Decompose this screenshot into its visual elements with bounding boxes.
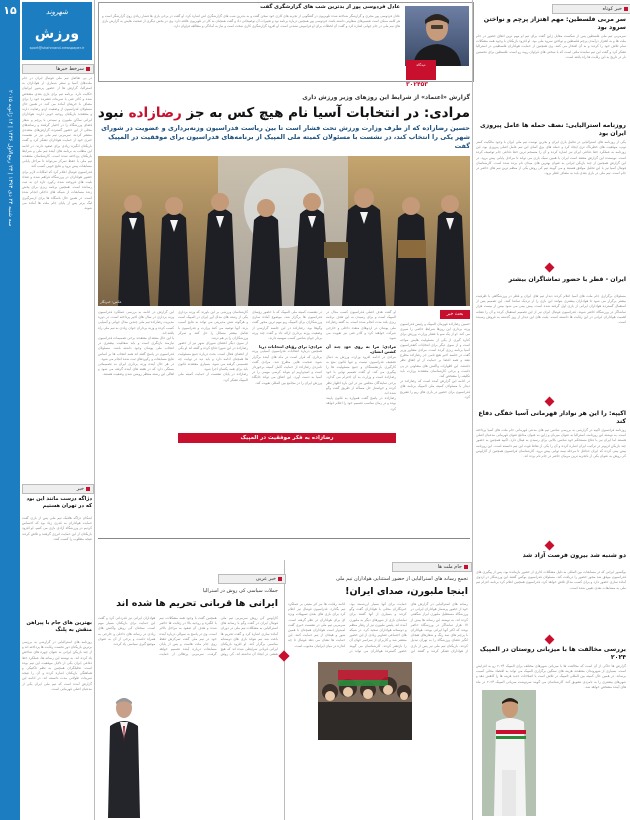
top-box-text: عادل فردوسی پور مجری و گزارشگر شناخته شده تلویزیون در گفتگویی از تجربه های کاری خود سخن گفت و به بدترین شب های گزارشگری اش اشاره کرد. او گفت در برخی بازی ها فشار زیادی روی گزارشگر است و هر کلمه ممکن است تفسیرهای متفاوتی داشته باشد. فردوسی پور همچنین درباره برنامه نود و تغییرات آن توضیحاتی داد و گفت همچنان به کار در تلویزیون علاقه دارد. وی در بخش دیگری از صحبت هایش به گزارش بازی های تیم ملی در جام جهانی اشاره کرد و گفت آن لحظات برای او فراموش نشدنی است. او افزود گزارشگری کاری سخت است و نیاز به آمادگی و مطالعه فراوان دارد. bbox=[102, 14, 400, 28]
right-head-5: دو شنبه شد بیرون فرصت آزاد شد bbox=[522, 552, 626, 559]
right-head-3: ایران - قطر با حضور تماشاگران بیشتر bbox=[508, 276, 626, 283]
left-column-text-3: روزنامه های استرالیایی در گزارشی به بررسی برترین بازیکنان دور نخست رقابت ها پرداخته اند و از چند بازیکن ایرانی به عنوان چهره های شاخص یاد کرده اند. به نوشته این رسانه ها، عملکرد خط دفاعی ایران یکی از دلایل موفقیت این تیم بوده است. تحلیلگران همچنین به نظم تاکتیکی و هماهنگی بازیکنان اشاره کرده و آن را نتیجه تمرینات طولانی مدت دانسته اند. در ادامه این گزارش آمده است که تیم ملی ایران یکی از مدعیان اصلی قهرمانی است. bbox=[22, 640, 92, 691]
red-diamond bbox=[545, 635, 555, 645]
headline-end: نبود bbox=[97, 105, 124, 121]
main-body-col-1: حسین رضازاده قهرمان المپیک و رئیس فدراسیون وزنه برداری این روزها شرایط خاصی را سپری می کند. او از یک سو با فشار وزارت ورزش برای کناره گیری از یکی از مسئولیت هایش مواجه است و از سوی دیگر برای انتخابات کنفدراسیون آسیا برنامه ریزی کرده است. مرادی مشاور وزیر گفت در جلسه اخیر هیچ نامی جز رضازاده مطرح نشد و همه اعضا بر حمایت از او اتفاق نظر داشتند. این اظهارات واکنش های متفاوتی در پی داشت و برخی کارشناسان معتقدند وزارت باید تکلیف را مشخص کند. در ادامه این گزارش آمده است که رضازاده در دیدار با مسئولان کمیته ملی المپیک برنامه های فدراسیون برای حضور در بازی های ریو را تشریح کرد. bbox=[400, 322, 470, 399]
red-tag: بحث خبر bbox=[440, 310, 470, 319]
main-body-col-3: در نشست کمیته ملی المپیک که با حضور رؤسای فدراسیون ها برگزار شد، موضوع آماده سازی ورزشکاران برای المپیک ریو مهم ترین محور گفت وگوها بود. رضازاده در این جلسه گزارشی از وضعیت وزنه برداری ارائه داد و گفت چند وزنه بردار جوان شانس کسب سهمیه دارند. مرادی: برای رؤیای انتخابات دریا همچنین درباره انتخابات فدراسیون آسیایی وزنه برداری که قرار است در ماه های آینده برگزار شود، صحبت هایی مطرح شد. مرادی گفت نامزدی رضازاده از حمایت کامل کمیته برخوردار است و امیدواریم او بتواند کرسی مهمی را در آسیا به دست آورد. این اتفاق می تواند جایگاه ورزش ایران را در مجامع بین المللی تقویت کند. bbox=[252, 310, 322, 385]
left-mid-headline: دژاگه درست مانند این بود که در تهران هستیم bbox=[26, 496, 92, 509]
bottom-left-headline: ایرانی ها قربانی تحریم ها شده اند bbox=[116, 598, 278, 609]
queiroz-photo bbox=[100, 692, 148, 818]
inset-head-bar: رضازاده به فکر موفقیت در المپیک bbox=[178, 433, 396, 443]
sub-head-1: مرادی: مرا به روی خود چند آن کشتن انشان. bbox=[326, 344, 396, 355]
right-head-1: سر مربی فلسطین: مهم اهتزاز پرچم و نواختن سرود بود bbox=[483, 16, 626, 31]
left-bottom-headline: بهترین های جام با پیراهن منقش به پلنگ bbox=[26, 620, 92, 633]
right-text-5: بوکسور ایرانی که در مسابقات بین المللی به دلیل مشکلات اداری از حضور بازمانده بود، پس از پیگیری های فدراسیون موفق شد مجوز حضور را دریافت کند. مسئولان فدراسیون بوکس گفتند این ورزشکار در اردوی آماده سازی حضور دارد و برای کسب مدال تلاش خواهد کرد. فدراسیون همچنین اعلام کرد برنامه اعزام تیم ملی به مسابقات بعدی تعیین شده است. bbox=[476, 570, 626, 590]
top-box-headline: عادل فردوسی پور از بدترین شب های گزارشگری گفت bbox=[260, 4, 400, 10]
bottom-left-section-head: خبر عربی bbox=[218, 574, 286, 584]
headline-red: رضازاده bbox=[128, 105, 182, 121]
red-diamond bbox=[545, 263, 555, 273]
headline-main: مرادی: در انتخابات آسیا نام هیچ کس به جز bbox=[186, 105, 470, 121]
right-head-4: اکیپه: را این هر نوادار قهرمانی آسیا خفگی دفاع کند bbox=[478, 410, 626, 425]
red-diamond bbox=[545, 397, 555, 407]
ferdowsipour-photo bbox=[405, 6, 469, 66]
right-text-4: روزنامه فرانسوی اکیپه در گزارشی به بررسی شانس تیم های مدعی قهرمانی جام ملت های آسیا پرداخته است. به نوشته این روزنامه، استرالیا به عنوان میزبان و ژاپن به عنوان مدافع عنوان قهرمانی مدعیان اصلی هستند اما ایران نیز با دفاع مستحکم خود شانس بالایی برای رسیدن به فینال دارد. اکیپه همچنین به حضور چند بازیکن لژیونر در ترکیب ایران اشاره کرده و آن را یکی از نقاط قوت این تیم دانسته است. این روزنامه پیش بینی کرده که ایران حداقل تا مرحله نیمه نهایی پیش برود. کارشناسان فرانسوی همچنین از کارلوس کی روش به عنوان یکی از باتجربه ترین مربیان حاضر در جام نام برده اند. bbox=[476, 428, 626, 459]
left-column-text-1: در پی تفاضل تیم ملی فوتبال ایران در جام ملت‌های آسیا و سفر شماری از هواداران به استرالیا، گزارش ها از حضور پرشور ایرانیان حکایت دارد. برنامه تیم برای بازی بعدی مشخص شده و کادر فنی با تمرینات فشرده خود را برای مصاف با حریفان آماده می کند. در همین حال مسئولان فدراسیون از وضعیت اردو رضایت دارند و معتقدند بازیکنان روحیه خوبی دارند. هواداران ایرانی ساکن ملبورن و سیدنی با پرچم و شعار فضای ورزشگاه را در اختیار گرفتند و رسانه‌های محلی از این حضور گسترده گزارش‌های متعددی منتشر کردند. سرمربی تیم ملی نیز در نشست خبری خود از حمایت هواداران تشکر کرد و گفت بازیکنان انگیزه زیادی برای صعود دارند. در ادامه این مطلب به برنامه های آینده تیم ملی و شرایط بازیکنان پرداخته شده است. کارشناسان معتقدند تیم ملی با حفظ تمرکز می‌تواند تا مراحل پایانی مسابقات پیش برود و نتایج خوبی کسب کند. فدراسیون فوتبال اعلام کرد که امکانات لازم برای حضور هواداران در ورزشگاه فراهم شده و تعداد بلیت های فروخته شده رکورد تازه ای به ثبت رسانده است. همچنین برنامه ریزی برای پخش زنده مسابقات از شبکه های داخلی انجام شده است. در همین حال باشگاه ها برای ازسرگیری لیگ برتر پس از پایان جام ملت ها آماده می شوند. bbox=[22, 76, 92, 211]
main-lead: حسین رضازاده که از طرف وزارت ورزش تحت فشار است تا بین ریاست فدراسیون وزنه‌برداری و عضویت در شورای شهر یکی را انتخاب کند، در نشست با مسئولان کمیته ملی المپیک از برنامه‌های فدراسیون برای موفقیت در المپیک گفت bbox=[101, 124, 470, 150]
bottom-center-section-head: جام ملت ها bbox=[392, 562, 472, 572]
right-head-2: روزنامه استرالیایی: نصف حمله ها عامل پیروزی ایران بود bbox=[479, 122, 626, 137]
section-email: sport@shahrvand-newspaper.ir bbox=[29, 46, 85, 50]
logo-text: شهروند bbox=[46, 8, 68, 16]
fans-photo bbox=[318, 662, 412, 740]
left-sub-head: خبر bbox=[22, 484, 94, 494]
sub-head-2: مرادی: برای رؤیای انتخابات دریا bbox=[259, 344, 322, 350]
badge-code: ۳۰۲۴۵۳ bbox=[406, 81, 428, 88]
bottom-center-text: رسانه های استرالیایی در گزارش های خود از حضور پرشمار هواداران ایرانی در ورزشگاه مستطیل ملبورن ابراز شگفتی کرده اند. به نوشته این رسانه ها بیش از ۱۷ هزار تماشاگر در ورزشگاه حاضر بودند که اکثر آنها ایرانی بودند. هواداران با پرچم های سه رنگ و شعارهای هیجان انگیز فضای ورزشگاه را به تهران تبدیل کردند. بازیکنان تیم ملی نیز پس از بازی از هواداران تشکر کردند و گفتند این حمایت برای آنها بسیار ارزشمند بود. خبرنگاران محلی با هواداران گفت وگو کردند و بسیاری از آنها گفتند برای تماشای بازی از شهرهای دیگر به ملبورن آمده اند. پلیس ملبورن نیز از رفتار منظم و دوستانه هواداران تمجید کرد. در شبکه های اجتماعی تصاویر زیادی از این حضور منتشر شد و کاربران از سراسر جهان آن را بازنشر کردند. کارشناسان می گویند حضور گسترده هواداران می تواند در ادامه رقابت ها نیز اثر مثبتی بر عملکرد تیم بگذارد. فدراسیون فوتبال نیز اعلام کرد برای بازی های بعدی تسهیلات ویژه ای برای هواداران در نظر گرفته است. سرمربی تیم ملی در نشست خبری گفت امیدوار است هواداران همچنان با همین شور و هیجان از تیم حمایت کنند. این حمایت ها نشان می دهد فوتبال تا چه اندازه در میان ایرانیان محبوب است. bbox=[288, 602, 468, 653]
main-kicker: گزارش «اعتماد» از شرایط این روزهای وزیر ورزش داری bbox=[302, 94, 470, 101]
right-text-2: یکی از روزنامه های استرالیایی در تحلیل بازی ایران و بحرین نوشت تیم ملی ایران با وجود مالکیت کمتر توپ، موقعیت های خطرناک تری ایجاد کرد و حمله های برق آسای این تیم عامل اصلی پیروزی بود. این روزنامه به عملکرد خط دفاعی ایران نیز اشاره کرده و آن را منسجم ترین خط دفاعی جام توصیف کرده است. نویسنده این گزارش معتقد است ایران با همین سبک بازی می تواند تا مراحل پایانی پیش برود. در این گزارش همچنین از چند بازیکن ایرانی به عنوان بهترین های میدان نام برده شده است. کارشناسان فوتبال آسیا نیز با این تحلیل موافق هستند و می گویند تیم کی روش یکی از منظم ترین تیم های حاضر در جام است. تیم ملی در بازی بعدی باید به مصاف قطر برود. bbox=[476, 140, 626, 176]
red-diamond bbox=[545, 541, 555, 551]
right-section-head: خبر کوتاه bbox=[552, 4, 630, 14]
section-word: ورزش bbox=[34, 26, 80, 42]
section-logo-box bbox=[22, 2, 92, 60]
player-photo bbox=[482, 690, 536, 816]
main-body-col-5: این گزارش در ادامه به بررسی عملکرد فدراسیون وزنه برداری در سال های اخیر پرداخته است. در دوره مدیریت رضازاده تیم ملی چندین مدال جهانی و آسیایی کسب کرده و وزنه برداران جوان زیادی به تیم ملی راه یافته اند. با این حال منتقدان معتقدند برخی تصمیمات فدراسیون نیازمند بازنگری است و باید شفافیت بیشتری در انتخاب ملی پوشان وجود داشته باشد. مسئولان فدراسیون در پاسخ گفته اند همه انتخاب ها بر اساس نتایج مسابقات و رکوردهای ثبت شده انجام می شود. در هر حال آینده وزنه برداری ایران به تصمیماتی بستگی دارد که در هفته های آینده گرفته می شود و اهالی این رشته منتظر روشن شدن وضعیت هستند. bbox=[98, 310, 174, 377]
left-column-text-2: اشکان دژاگه هافبک تیم ملی پس از بازی گفت حمایت هواداران به قدری زیاد بود که احساس کردیم در ورزشگاه آزادی بازی می کنیم. او افزود بازیکنان از این حمایت انرژی گرفتند و تلاش کردند نتیجه مطلوب را کسب کنند. bbox=[22, 516, 92, 541]
bottom-left-kicker: جملات سیاسی کی روش در استرالیا bbox=[202, 588, 278, 594]
right-text-3: مسئولان برگزاری جام ملت های آسیا اعلام کردند دیدار تیم های ایران و قطر در ورزشگاهی با ظرفیت بیشتر برگزار می شود تا هواداران بیشتری بتوانند این بازی را از نزدیک تماشا کنند. این تصمیم پس از استقبال گسترده هواداران ایرانی از بازی اول گرفته شده است. پیش بینی می شود بیش از بیست هزار تماشاگر در ورزشگاه حاضر شوند. فدراسیون فوتبال ایران نیز از این تصمیم استقبال کرده و آن را نشانه اهمیت هواداران ایرانی در این رقابت ها دانسته است. بلیت های این دیدار از روز گذشته به فروش رسیده است. bbox=[476, 294, 626, 325]
main-body-col-2: او گفت هدف اصلی فدراسیون کسب مدال در المپیک است و برای رسیدن به این هدف برنامه ریزی بلند مدت انجام شده است. به گفته رضازاده ملی پوشان در اردوهای متعدد داخلی و خارجی شرکت خواهند کرد و کادر فنی نیز تقویت می شود. مرادی: مرا به روی خود چند آن کشتن انشان. مرادی در ادامه افزود وزارت ورزش به دنبال تضعیف فدراسیون نیست و تنها قانون منع به کارگیری بازنشستگان و جمع مسئولیت ها را پیگیری می کند. او گفت تصمیم نهایی با خود رضازاده است و وزارت به آن احترام می گذارد. برخی نمایندگان مجلس نیز در این باره اظهار نظر کرده و خواستار حل مسأله از طریق گفت وگو شده اند. رضازاده در پاسخ گفت همواره به قانون پایبند بوده و در زمان مناسب تصمیم خود را اعلام خواهد کرد. bbox=[326, 310, 396, 411]
right-text-1: سرمربی تیم ملی فلسطین پس از شکست مقابل ژاپن گفت برای تیم او مهم ترین اتفاق حضور در جام ملت ها و به اهتزاز درآمدن پرچم فلسطین و نواختن سرود ملی بود. او افزود بازیکنان با وجود همه مشکلات تمام تلاش خود را کردند و به آن افتخار می کنند. وی همچنین از حمایت هواداران فلسطینی در استرالیا تشکر کرد و گفت این تیم نماینده ملتی است که با سختی های فراوان روبه رو است. فلسطین برای نخستین بار در تاریخ به این رقابت ها راه یافته است. bbox=[476, 34, 626, 59]
photo-credit: عکس: خبرنگار bbox=[100, 300, 122, 304]
bottom-center-headline: اینجا ملبورن، صدای ایران! bbox=[345, 586, 468, 597]
badge-red: دیدگاه bbox=[406, 60, 436, 80]
main-story-bottom-rule bbox=[98, 538, 470, 539]
main-photo bbox=[98, 156, 470, 306]
main-body-col-4: کارشناسان ورزشی بر این باورند که وزنه برداری یکی از رشته های مدال آور ایران در المپیک است و هرگونه تنش مدیریتی می تواند به نتایج آسیب بزند. آنها توصیه می کنند وزارت و فدراسیون با تعامل بیشتر مسائل را حل کنند و تمرکز ورزشکاران را بر هم نزنند. از سوی دیگر اعضای شورای شهر نیز از حضور رضازاده در این شورا دفاع کرده و گفته اند او یکی از اعضای فعال است. بحث درباره جمع مسئولیت ها همچنان ادامه دارد و باید دید در نهایت چه تصمیمی گرفته می شود. بسیاری معتقدند قانون باید برای همه یکسان اجرا شود. رضازاده در پایان نشست از حمایت کمیته ملی المپیک تشکر کرد. bbox=[178, 310, 248, 382]
main-headline bbox=[98, 104, 470, 122]
date-line: سه شنبه ۲۴ دی ۱۳۹۳ | ۲۳ ربیع‌الاول ۱۴۳۶ | ۱۴ ژانویه ۲۰۱۵ bbox=[7, 90, 13, 227]
right-head-6: بررسی مخالفت ها با میزبانی روستان در المپیک ۲۰۲۴ bbox=[479, 646, 626, 661]
divider bbox=[472, 0, 473, 820]
divider bbox=[284, 560, 285, 820]
bottom-center-kicker: تجمع رسانه های استرالیایی از حضور استثنایی هواداران تیم ملی bbox=[336, 576, 468, 582]
left-section-head: سرخط خبرها bbox=[22, 64, 94, 74]
page-number: ۱۵ bbox=[3, 4, 17, 17]
bottom-left-text: کارلوس کی روش سرمربی تیم ملی فوتبال ایران در گفت وگو با رسانه های استرالیایی به مشکلات تیم ملی در دوران آماده سازی اشاره کرد و گفت تحریم ها باعث شد تیم نتواند بازی های دوستانه مناسبی برگزار کند. او افزود بازیکنان ایرانی قربانی شرایطی شده اند که هیچ نقشی در ایجاد آن نداشته اند. کی روش همچنین گفت با وجود همه مشکلات، تیم با انگیزه و روحیه بالا در رقابت ها حاضر شده و هدف آن صعود به مراحل بالاتر است. وی در پاسخ به سوالی درباره آینده خود در تیم ملی گفت تمرکزش فقط روی جام ملت هاست و پس از پایان مسابقات درباره آینده تصمیم خواهد گرفت. سرمربی پرتغالی از حمایت هواداران ایرانی نیز قدردانی کرد و گفت این حمایت برای بازیکنان بسیار مهم است. سخنان کی روش واکنش های زیادی در رسانه های داخلی و خارجی به همراه داشت و برخی از آن به عنوان موضع گیری سیاسی یاد کردند. bbox=[98, 616, 278, 657]
right-text-6: گزارش ها حاکی از آن است که مخالفت ها با میزبانی شهرهای مختلف برای المپیک ۲۰۲۴ رو به افزایش است. بسیاری از شهروندان معتقدند هزینه های سنگین برگزاری المپیک می تواند به اقتصاد محلی آسیب برساند. در همین حال کمیته بین المللی المپیک در تلاش است با اصلاحات جدید هزینه ها را کاهش دهد و شهرهای بیشتری را به نامزدی تشویق کند. کارشناسان می گویند سرنوشت میزبانی المپیک ۲۰۲۴ در ماه های آینده مشخص خواهد شد. bbox=[476, 664, 626, 689]
divider bbox=[94, 0, 95, 820]
